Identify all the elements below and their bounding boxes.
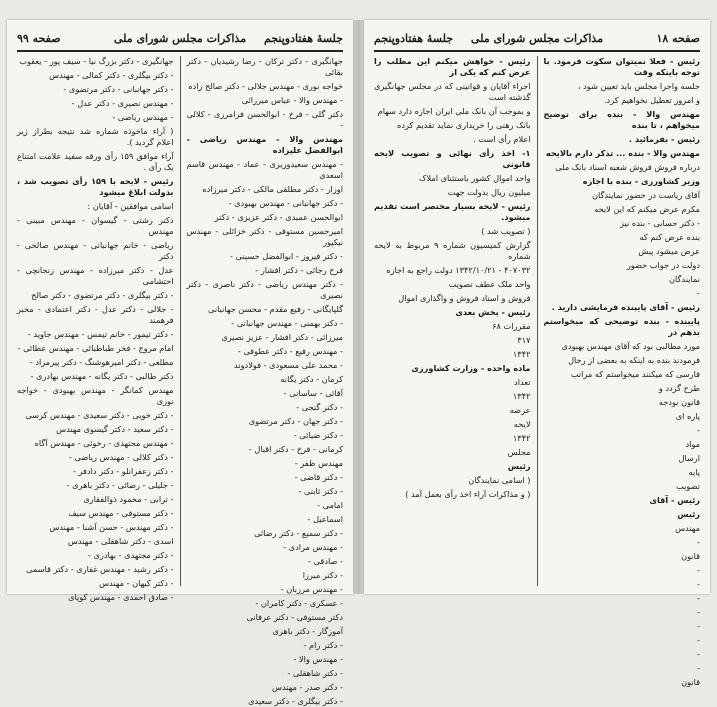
text-line: قانون bbox=[681, 677, 700, 687]
text-line: خواجه نوری - مهندس جلالی - دکتر صالح زاده bbox=[188, 81, 343, 91]
text-line: - دکتر بیگلری - دکتر کمالی - مهندس bbox=[49, 70, 174, 80]
text-line: قانون بودجه bbox=[658, 397, 700, 407]
text-line: - دکتر بیگلری - دکتر سعیدی bbox=[248, 696, 343, 706]
text-line: - دکتر میرزا bbox=[302, 570, 343, 580]
text-line: واحد اموال کشور باستثنای املاک bbox=[419, 173, 531, 183]
text-line: مواد bbox=[685, 439, 700, 449]
text-line: ( اسامی نمایندگان bbox=[468, 475, 531, 485]
text-line: - دکتر شاهقلی - bbox=[287, 668, 343, 678]
text-line: - صادق احمدی - مهندس کوپای bbox=[68, 592, 174, 602]
text-line: - دکتر بیگلری - دکتر مرتضوی - دکتر صالح bbox=[31, 290, 174, 300]
text-line: ( تصویب شد ) bbox=[481, 226, 531, 236]
text-line: فرمودند بنده به اینکه به بعضی از رجال bbox=[568, 355, 700, 365]
text-line: رئیس - فعلا نمیتوان سکوت فرمود. با توجه باینکه وقت bbox=[543, 56, 700, 77]
text-line: ۱۳۴۲ bbox=[512, 349, 531, 359]
text-line: اوزار - دکتر مطلقی مالکی - دکتر میرزاده bbox=[202, 184, 343, 194]
text-line: ریاضی - خانم جهانبانی - مهندس صالحی - دکتر bbox=[17, 240, 174, 261]
text-line: وزیر کشاورزی - بنده با اجازه bbox=[582, 176, 700, 186]
text-line: فروش و اسناد فروش و واگذاری اموال bbox=[398, 293, 531, 303]
right-page bbox=[364, 20, 710, 687]
text-line: پایبنده - بنده توضیحی که میخواستم بدهم در bbox=[543, 316, 700, 337]
right-page-right-column bbox=[543, 56, 701, 687]
text-line: - دکتر رام - bbox=[303, 640, 343, 650]
text-line: درباره فروش فروش شعبه اسناد بانک ملی bbox=[555, 162, 700, 172]
text-line: رئیس - بفرمائید . bbox=[628, 134, 700, 144]
text-line: - مهندس نصیری - دکتر عدل - bbox=[71, 98, 174, 108]
text-line: گلپایگانی - رفیع مقدم - محسن جهانبانی bbox=[208, 304, 343, 314]
text-line: آموزگار - دکتر باهری bbox=[272, 626, 343, 636]
text-line: - bbox=[697, 593, 700, 603]
text-line: مهندس والا - مهندس ریاضی - ابوالفضل علیزاده bbox=[186, 134, 343, 155]
text-line: - دکتر خوبی - دکتر سعیدی - مهندس کرسی bbox=[25, 410, 174, 420]
text-line: - محمد علی مسعودی - فولادوند bbox=[234, 360, 343, 370]
left-page-number: صفحه ۹۹ bbox=[17, 32, 61, 45]
text-line: اعلام رأی است . bbox=[473, 134, 531, 144]
text-line: - دکتر گنجی - bbox=[296, 402, 343, 412]
text-line: - دکتر کیهان - مهندس bbox=[99, 578, 174, 588]
text-line: و امروز تعطیل نخواهیم کرد. bbox=[603, 95, 700, 105]
left-page-session: جلسهٔ هفتادوپنجم bbox=[263, 32, 343, 45]
text-line: نمایندگان bbox=[669, 274, 700, 284]
text-line: جهانگیری - دکتر بزرگ نیا - سیف پور - یعقوب bbox=[19, 56, 174, 66]
text-line: مجلس bbox=[507, 447, 531, 457]
text-line: رئیس - لایحه بسیار مختصر است تقدیم میشود. bbox=[374, 201, 531, 222]
text-line: - bbox=[697, 565, 700, 575]
text-line: ( آراء ماخوذه شماره شد نتیجه بطراز زیر اعلام گردید ). bbox=[17, 126, 174, 147]
text-line: ارسال bbox=[678, 453, 700, 463]
text-line: - دکتر زعفرانلو - دکتر دادفر - bbox=[72, 466, 174, 476]
text-line: ( و مذاکرات آراء اخذ رأی بعمل آمد ) bbox=[405, 489, 531, 499]
text-line: - دکتر جهان - دکتر مرتضوی bbox=[248, 416, 343, 426]
text-line: - دکتر ضیائی - bbox=[293, 430, 343, 440]
text-line: - دکتر جهانبانی - مهندس بهبودی - bbox=[228, 198, 343, 208]
text-line: بانک رهنی را خریداری نماید تقدیم کرده bbox=[397, 120, 531, 130]
text-line: - bbox=[697, 537, 700, 547]
text-line: قانون bbox=[681, 551, 700, 561]
text-line: اسماعیل - bbox=[307, 514, 343, 524]
text-line: مورد مطالبی بود که آقای مهندس بهبودی bbox=[561, 341, 700, 351]
text-line: - دکتر قاضی - bbox=[294, 472, 343, 482]
text-line: ماده واحده - وزارت کشاورزی bbox=[411, 363, 531, 373]
text-line: جهانگیری - دکتر ترکان - رضا رشیدیان - دکتر بقائی bbox=[186, 56, 343, 77]
text-line: فرخ رجائی - دکتر افشار - bbox=[255, 265, 343, 275]
text-line: مهندس کمانگر - مهندس بهبودی - خواجه نوری bbox=[17, 385, 174, 406]
text-line: بنده عرض کنم که bbox=[639, 232, 700, 242]
text-line: مهندس والا - بنده برای توضیح میخواهم ، تا بنده bbox=[543, 109, 700, 130]
text-line: ۱۳۴۲ bbox=[512, 433, 531, 443]
text-line: ۳۱۷ bbox=[517, 335, 531, 345]
text-line: رئیس - خواهش میکنم این مطلب را عرض کنم که یکی از bbox=[374, 56, 531, 77]
text-line: دکتر رشتی - گیسوان - مهندس مبینی - مهندس bbox=[17, 215, 174, 236]
text-line: پاره ای bbox=[675, 411, 700, 421]
text-line: مهندس ظفر - bbox=[294, 458, 343, 468]
text-line: - دکتر بهمنی - مهندس جهانبانی - bbox=[231, 318, 343, 328]
text-line: عدل - دکتر میرزاده - مهندس زنجانچی - احتشامی bbox=[17, 265, 174, 286]
text-line: ۱۳۴۲ bbox=[512, 391, 531, 401]
text-line: - bbox=[697, 579, 700, 589]
text-line: پایه bbox=[688, 467, 700, 477]
text-line: - مهندس مرزبان - bbox=[280, 584, 343, 594]
column-divider bbox=[537, 56, 538, 586]
text-line: - مهندس والا - bbox=[293, 654, 343, 664]
text-line: - دکتر فیروز - ابوالفضل حسینی - bbox=[230, 251, 343, 261]
text-line: آقای ریاست در حضور نمایندگان bbox=[591, 190, 700, 200]
left-page-right-column bbox=[186, 56, 344, 706]
text-line: مطلعی - دکتر امیرهوشنگ - دکتر پیرمراد - bbox=[29, 357, 174, 367]
text-line: آراء موافق ۱۵۹ رأی ورقه سفید علامت امتناع یک رأی . bbox=[17, 151, 174, 172]
text-line: - دکتر ثابتی - bbox=[298, 486, 343, 496]
book-gutter bbox=[353, 20, 364, 594]
text-line: دولت در جواب حضور bbox=[626, 260, 700, 270]
text-line: میرزائی - دکتر افشار - عزیز نصیری bbox=[221, 332, 343, 342]
text-line: مقررات ۶۸ bbox=[492, 321, 531, 331]
text-line: رئیس bbox=[677, 509, 700, 519]
text-line: - مهندس سعیدوزیری - عماد - مهندس قاسم اسعدی bbox=[186, 159, 343, 180]
text-line: رئیس bbox=[507, 461, 531, 471]
text-line: - دکتر مهندس ریاضی - دکتر ناصری - دکتر نصیری bbox=[186, 279, 343, 300]
right-page-number: صفحه ۱۸ bbox=[656, 32, 700, 45]
text-line: رئیس - لایحه با ۱۵۹ رأی تصویب شد ، بدولت ابلاغ میشود bbox=[17, 176, 174, 197]
text-line: - دکتر مجتهدی - بهادری - bbox=[87, 550, 174, 560]
text-line: دکتر گلی - فرخ - ابوالحسن فرامرزی - کلالی - bbox=[186, 109, 343, 130]
text-line: تعداد bbox=[514, 377, 531, 387]
text-line: آقائی - ساسانی - bbox=[283, 388, 343, 398]
right-page-session: جلسهٔ هفتادوپنجم bbox=[374, 32, 454, 45]
text-line: - صادقی - bbox=[308, 556, 343, 566]
text-line: طرح گردد و bbox=[658, 383, 700, 393]
text-line: امیرحسین مستوفی - دکتر خزائلی - مهندس نیکپور bbox=[186, 226, 343, 247]
text-line: - دکتر مهندس - حسن آشنا - مهندس bbox=[49, 522, 174, 532]
text-line: - bbox=[697, 663, 700, 673]
right-page-left-column bbox=[374, 56, 531, 586]
text-line: - مهندس رفیع - دکتر عطوفی - bbox=[237, 346, 343, 356]
text-line: - دکتر مستوفی - مهندس سیف bbox=[68, 508, 174, 518]
left-page bbox=[7, 20, 353, 706]
text-line: رئیس - بخش بعدی bbox=[455, 307, 531, 317]
text-line: تصویب bbox=[676, 481, 700, 491]
left-page-title: مذاکرات مجلس شورای ملی bbox=[113, 32, 247, 45]
text-line: اسدی - دکتر شاهقلی - مهندس bbox=[67, 536, 174, 546]
text-line: گزارش کمیسیون شماره ۹ مربوط به لایحه شماره bbox=[374, 240, 531, 261]
column-divider bbox=[180, 56, 181, 586]
text-line: ۴۰۷۰۳۲ - ۱۳۴۲/۱۰/۲۱ دولت راجع به اجازه bbox=[386, 265, 531, 275]
left-page-header bbox=[17, 28, 343, 52]
text-line: رئیس - آقای پایبنده فرمایشی دارید . bbox=[551, 302, 700, 312]
text-line: - ترابی - محمود ذوالفقاری bbox=[83, 494, 174, 504]
text-line: - دکتر سمیع - دکتر رضائی bbox=[254, 528, 343, 538]
text-line: جلسه واجرا مجلس باید تعیین شود ، bbox=[577, 81, 700, 91]
text-line: - جلالی - دکتر عدل - دکتر اعتمادی - مخبر فرهمند bbox=[17, 304, 174, 325]
text-line: ۱- اخذ رأی نهائی و تصویب لایحه قانونی bbox=[374, 148, 531, 169]
text-line: و بموجب آن بانک ملی ایران اجازه دارد سهام bbox=[377, 106, 531, 116]
text-line: مهندس bbox=[675, 523, 700, 533]
left-page-columns bbox=[17, 56, 343, 706]
text-line: عرض میشود پیش bbox=[638, 246, 700, 256]
text-line: - bbox=[697, 649, 700, 659]
text-line: کرمان - دکتر یگانه bbox=[280, 374, 343, 384]
text-line: - دکتر کلالی - مهندس ریاضی - bbox=[68, 452, 174, 462]
text-line: - مهندس مجتهدی - رخوئی - مهندس آگاه bbox=[34, 438, 174, 448]
left-page-left-column bbox=[17, 56, 174, 602]
text-line: لایحه bbox=[513, 419, 531, 429]
text-line: - bbox=[697, 425, 700, 435]
text-line: - bbox=[697, 607, 700, 617]
text-line: - دکتر صدر - مهندس bbox=[272, 682, 343, 692]
text-line: رئیس - آقای bbox=[649, 495, 700, 505]
text-line: - bbox=[697, 288, 700, 298]
text-line: کرمانی - فرخ - دکتر اقبال - bbox=[248, 444, 343, 454]
text-line: ابوالحسن عمیدی - دکتر عزیزی - دکتر bbox=[214, 212, 343, 222]
text-line: - مهندس مرادی - bbox=[283, 542, 343, 552]
text-line: میلیون ریال بدولت جهت bbox=[447, 187, 531, 197]
text-line: مهندس والا - بنده ... تذکر دارم بالایحه bbox=[545, 148, 700, 158]
text-line: - مهندس ریاضی - bbox=[112, 112, 174, 122]
text-line: - عسکری - دکتر کامران - bbox=[255, 598, 343, 608]
text-line: - bbox=[697, 635, 700, 645]
text-line: مکرم عرض میکنم که این لایحه bbox=[594, 204, 700, 214]
text-line: - مهندس والا - عباس میرزائی bbox=[241, 95, 343, 105]
text-line: دکتر طالبی - دکتر یگانه - مهندس بهادری - bbox=[30, 371, 174, 381]
text-line: عرضه bbox=[509, 405, 531, 415]
text-line: دکتر مستوفی - دکتر عرفانی bbox=[246, 612, 343, 622]
right-page-columns bbox=[374, 56, 700, 687]
text-line: امام مروج - فخر طباطبائی - مهندس عطائی - bbox=[17, 343, 174, 353]
text-line: - bbox=[697, 621, 700, 631]
right-page-title: مذاکرات مجلس شورای ملی bbox=[470, 32, 604, 45]
text-line: اسامی موافقین - آقایان : bbox=[87, 201, 174, 211]
right-page-header bbox=[374, 28, 700, 52]
text-line: فارسی که میکنند میخواستم که مراتب bbox=[570, 369, 700, 379]
text-line: - دکتر تیمور - خانم تیمس - مهندس جاوید - bbox=[27, 329, 174, 339]
text-line: امامی - bbox=[317, 500, 343, 510]
text-line: اجراء آقایان و قوانینی که در مجلس جهانگیری گذشته است bbox=[374, 81, 531, 102]
text-line: - دکتر رشید - مهندس غفاری - دکتر قاسمی bbox=[26, 564, 174, 574]
text-line: - جلیلی - رضائی - دکتر باهری - bbox=[66, 480, 174, 490]
text-line: - دکتر جهانبانی - دکتر مرتضوی - bbox=[63, 84, 174, 94]
text-line: - دکتر سعید - دکتر گیسوی مهندس bbox=[56, 424, 174, 434]
text-line: - دکتر حسابی - بنده نیز bbox=[619, 218, 700, 228]
text-line: واحد ملک عطف تصویب bbox=[448, 279, 531, 289]
